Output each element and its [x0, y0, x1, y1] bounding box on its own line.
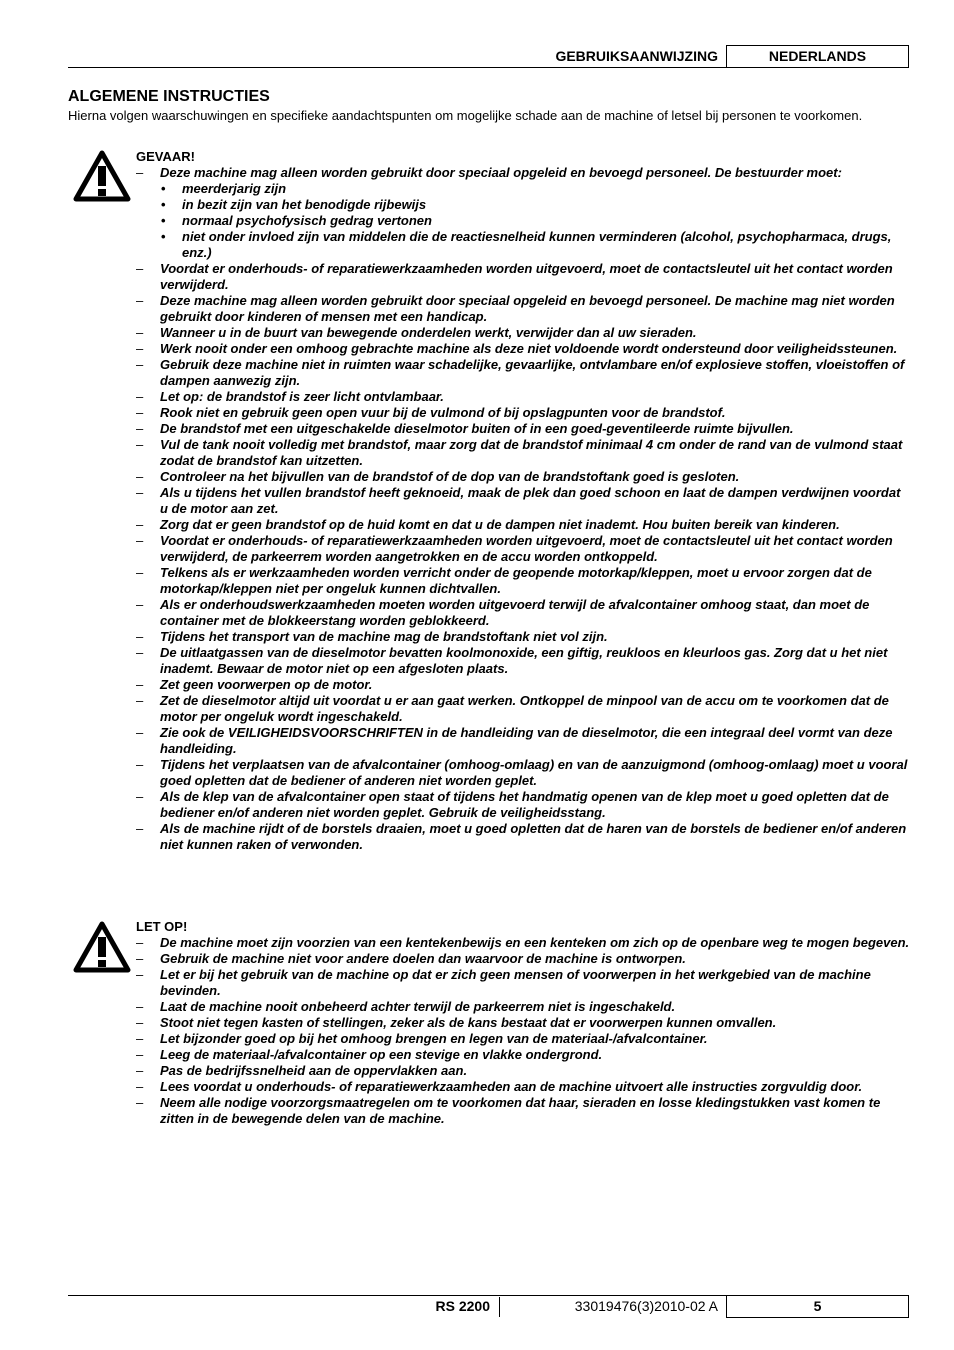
item-text: Zet geen voorwerpen op de motor.: [160, 677, 373, 692]
caution-block: [136, 919, 911, 1127]
item-text: Gebruik de machine niet voor andere doelen dan waarvoor de machine is ontworpen.: [160, 951, 686, 966]
list-item: [136, 357, 911, 389]
item-text: Neem alle nodige voorzorgsmaatregelen om te voorkomen dat haar, sieraden en losse kledingstukken vast komen te zitten in de bewegende delen van de machine.: [160, 1095, 881, 1126]
item-text: Let op: de brandstof is zeer licht ontvlambaar.: [160, 389, 444, 404]
item-text: Let er bij het gebruik van de machine op dat er zich geen mensen of voorwerpen in het werkgebied van de machine bevinden.: [160, 967, 871, 998]
list-item: [136, 629, 911, 645]
list-item: [136, 261, 911, 293]
warning-triangle-icon: [73, 921, 131, 973]
dash-marker: –: [136, 935, 144, 950]
list-item: [136, 165, 911, 181]
item-text: Stoot niet tegen kasten of stellingen, zeker als de kans bestaat dat er voorwerpen kunnen omvallen.: [160, 1015, 777, 1030]
list-item: [136, 757, 911, 789]
list-item: [136, 1031, 911, 1047]
list-item: [136, 421, 911, 437]
dash-marker: –: [136, 1063, 144, 1078]
item-text: Als er onderhoudswerkzaamheden moeten worden uitgevoerd terwijl de afvalcontainer omhoog staat, dan moet de container met de blokkeerstang worden geblokkeerd.: [160, 597, 870, 628]
list-item: [136, 645, 911, 677]
item-text: Laat de machine nooit onbeheerd achter terwijl de parkeerrem niet is ingeschakeld.: [160, 999, 676, 1014]
list-item: [136, 1095, 911, 1127]
dash-marker: –: [136, 597, 144, 612]
sub-item-text: meerderjarig zijn: [182, 181, 287, 196]
list-item: [136, 1079, 911, 1095]
item-text: Tijdens het transport van de machine mag de brandstoftank niet vol zijn.: [160, 629, 608, 644]
dash-marker: –: [136, 565, 144, 580]
footer-separator: [499, 1297, 500, 1317]
dash-marker: –: [136, 325, 144, 340]
bullet-marker: •: [161, 229, 166, 244]
item-text: Pas de bedrijfssnelheid aan de oppervlakken aan.: [160, 1063, 468, 1078]
footer-doc-code: 33019476(3)2010-02 A: [574, 1298, 718, 1314]
item-text: De uitlaatgassen van de dieselmotor bevatten koolmonoxide, een giftig, reukloos en kleurloos gas. Zorg dat u het niet inademt. Bewaar de motor niet op een afgesloten plaats.: [160, 645, 888, 676]
dash-marker: –: [136, 1047, 144, 1062]
dash-marker: –: [136, 341, 144, 356]
item-text: Zet de dieselmotor altijd uit voordat u er aan gaat werken. Ontkoppel de minpool van de accu om te voorkomen dat de motor per ongeluk wordt ingeschakeld.: [160, 693, 889, 724]
item-text: Wanneer u in de buurt van bewegende onderdelen werkt, verwijder dan al uw sieraden.: [160, 325, 697, 340]
sub-item: [136, 213, 911, 229]
dash-marker: –: [136, 261, 144, 276]
list-item: [136, 517, 911, 533]
item-text: Voordat er onderhouds- of reparatiewerkzaamheden worden uitgevoerd, moet de contactsleutel uit het contact worden verwijderd.: [160, 261, 893, 292]
dash-marker: –: [136, 533, 144, 548]
dash-marker: –: [136, 165, 144, 180]
sub-item: [136, 197, 911, 213]
dash-marker: –: [136, 1095, 144, 1110]
list-item: [136, 1047, 911, 1063]
list-item: [136, 789, 911, 821]
item-text: Zie ook de VEILIGHEIDSVOORSCHRIFTEN in de handleiding van de dieselmotor, die een integraal deel vormt van deze handleiding.: [160, 725, 893, 756]
page-number: 5: [726, 1295, 909, 1318]
list-item: [136, 485, 911, 517]
dash-marker: –: [136, 405, 144, 420]
item-text: Tijdens het verplaatsen van de afvalcontainer (omhoog-omlaag) en van de aanzuigmond (omhoog-omlaag) moet u vooral goed opletten dat de bediener of anderen niet worden geplet.: [160, 757, 908, 788]
item-text: Voordat er onderhouds- of reparatiewerkzaamheden worden uitgevoerd, moet de contactsleutel uit het contact worden verwijderd, de parkeerrem worden aangetrokken en de accu worden ontkoppeld.: [160, 533, 893, 564]
intro-text: Hierna volgen waarschuwingen en specifieke aandachtspunten om mogelijke schade aan de machine of letsel bij personen te voorkomen.: [68, 108, 863, 123]
list-item: [136, 951, 911, 967]
sub-item-text: niet onder invloed zijn van middelen die de reactiesnelheid kunnen verminderen (alcohol, psychopharmaca, drugs, enz.): [182, 229, 892, 260]
dash-marker: –: [136, 421, 144, 436]
list-item: [136, 437, 911, 469]
list-item: [136, 1063, 911, 1079]
danger-label: GEVAAR!: [136, 149, 195, 164]
sub-item: [136, 181, 911, 197]
item-text: Werk nooit onder een omhoog gebrachte machine als deze niet voldoende wordt ondersteund door veiligheidssteunen.: [160, 341, 898, 356]
sub-item-text: in bezit zijn van het benodigde rijbewijs: [182, 197, 427, 212]
dash-marker: –: [136, 951, 144, 966]
bullet-marker: •: [161, 181, 166, 196]
list-item: [136, 469, 911, 485]
dash-marker: –: [136, 789, 144, 804]
dash-marker: –: [136, 293, 144, 308]
header-manual-title: GEBRUIKSAANWIJZING: [555, 48, 718, 64]
item-text: Telkens als er werkzaamheden worden verricht onder de geopende motorkap/kleppen, moet u ervoor zorgen dat de motorkap/kleppen niet per ongeluk kunnen dichtvallen.: [160, 565, 872, 596]
sub-item: [136, 229, 911, 261]
item-text: Als de machine rijdt of de borstels draaien, moet u goed opletten dat de haren van de borstels de bediener en/of anderen niet kunnen raken of verwonden.: [160, 821, 907, 852]
dash-marker: –: [136, 757, 144, 772]
item-text: Vul de tank nooit volledig met brandstof, maar zorg dat de brandstof minimaal 4 cm onder de rand van de vulmond staat zodat de brandstof kan uitzetten.: [160, 437, 903, 468]
list-item: [136, 967, 911, 999]
list-item: [136, 405, 911, 421]
list-item: [136, 999, 911, 1015]
item-text: Zorg dat er geen brandstof op de huid komt en dat u de dampen niet inademt. Hou buiten bereik van kinderen.: [160, 517, 840, 532]
warning-triangle-icon: [73, 150, 131, 202]
dash-marker: –: [136, 1031, 144, 1046]
list-item: [136, 341, 911, 357]
danger-block: [136, 149, 911, 853]
list-item: [136, 389, 911, 405]
bullet-marker: •: [161, 197, 166, 212]
dash-marker: –: [136, 1015, 144, 1030]
bullet-marker: •: [161, 213, 166, 228]
list-item: [136, 533, 911, 565]
caution-label: LET OP!: [136, 919, 188, 934]
section-title: ALGEMENE INSTRUCTIES: [68, 88, 270, 105]
dash-marker: –: [136, 469, 144, 484]
dash-marker: –: [136, 437, 144, 452]
item-text: Controleer na het bijvullen van de brandstof of de dop van de brandstoftank goed is gesloten.: [160, 469, 740, 484]
list-item: [136, 935, 911, 951]
dash-marker: –: [136, 999, 144, 1014]
header-language: NEDERLANDS: [726, 45, 909, 68]
list-item: [136, 725, 911, 757]
list-item: [136, 821, 911, 853]
item-text: Leeg de materiaal-/afvalcontainer op een stevige en vlakke ondergrond.: [160, 1047, 603, 1062]
item-text: Rook niet en gebruik geen open vuur bij de vulmond of bij opslagpunten voor de brandstof.: [160, 405, 726, 420]
item-text: De brandstof met een uitgeschakelde dieselmotor buiten of in een goed-geventileerde ruimte bijvullen.: [160, 421, 794, 436]
dash-marker: –: [136, 821, 144, 836]
item-text: Deze machine mag alleen worden gebruikt door speciaal opgeleid en bevoegd personeel. De machine mag niet worden gebruikt door kinderen of mensen met een handicap.: [160, 293, 895, 324]
list-item: [136, 293, 911, 325]
dash-marker: –: [136, 1079, 144, 1094]
item-text: Let bijzonder goed op bij het omhoog brengen en legen van de materiaal-/afvalcontainer.: [160, 1031, 708, 1046]
dash-marker: –: [136, 357, 144, 372]
list-item: [136, 325, 911, 341]
dash-marker: –: [136, 645, 144, 660]
list-item: [136, 693, 911, 725]
item-text: Gebruik deze machine niet in ruimten waar schadelijke, gevaarlijke, ontvlambare en/of explosieve stoffen, vloeistoffen of dampen aanwezig zijn.: [160, 357, 905, 388]
list-item: [136, 1015, 911, 1031]
item-text: Als de klep van de afvalcontainer open staat of tijdens het handmatig openen van de klep moet u goed opletten dat de bediener en/of anderen niet worden geplet. Gebruik de veiligheidsstang.: [160, 789, 889, 820]
dash-marker: –: [136, 517, 144, 532]
item-text: De machine moet zijn voorzien van een kentekenbewijs en een kenteken om zich op de openbare weg te mogen begeven.: [160, 935, 910, 950]
list-item: [136, 565, 911, 597]
list-item: [136, 597, 911, 629]
dash-marker: –: [136, 389, 144, 404]
dash-marker: –: [136, 693, 144, 708]
dash-marker: –: [136, 485, 144, 500]
sub-item-text: normaal psychofysisch gedrag vertonen: [182, 213, 432, 228]
dash-marker: –: [136, 677, 144, 692]
item-text: Lees voordat u onderhouds- of reparatiewerkzaamheden aan de machine uitvoert alle instructies zorgvuldig door.: [160, 1079, 863, 1094]
item-text: Deze machine mag alleen worden gebruikt door speciaal opgeleid en bevoegd personeel. De bestuurder moet:: [160, 165, 842, 180]
list-item: [136, 677, 911, 693]
dash-marker: –: [136, 967, 144, 982]
footer-model: RS 2200: [435, 1298, 490, 1314]
dash-marker: –: [136, 629, 144, 644]
dash-marker: –: [136, 725, 144, 740]
item-text: Als u tijdens het vullen brandstof heeft geknoeid, maak de plek dan goed schoon en laat de dampen verdwijnen voordat u de motor aan zet.: [160, 485, 901, 516]
